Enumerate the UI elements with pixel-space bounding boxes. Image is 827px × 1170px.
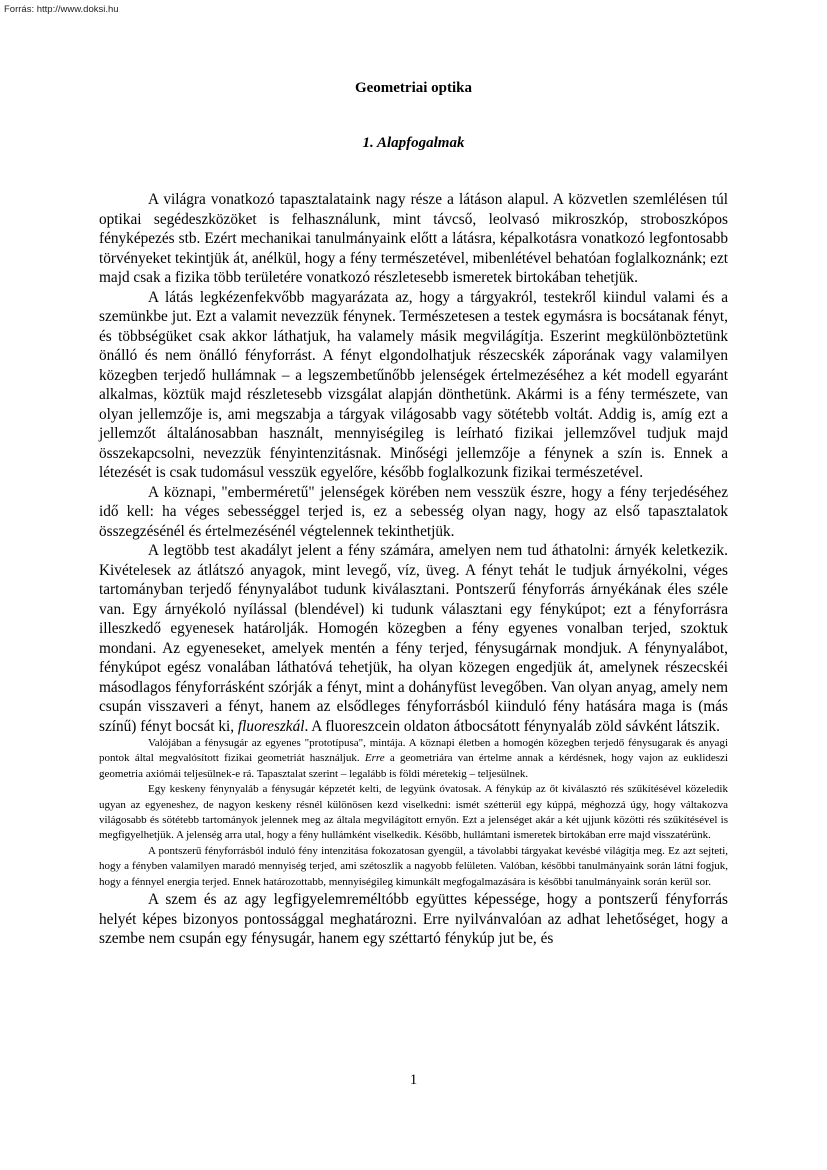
page-number: 1	[409, 1072, 418, 1088]
note-paragraph	[99, 736, 728, 782]
section-heading: 1. Alapfogalmak	[362, 135, 465, 151]
paragraph-text: A legtöbb test akadályt jelent a fény számára, amelyen nem tud áthatolni: árnyék keletkezik. Kivételesek az átlátszó anyagok, mint levegő, víz, üveg. A fényt tehát le tudjuk árnyékolni, véges tartományban terjedő fénynyalábot tudunk kiválasztani. Pontszerű fényforrás árnyékának éles széle van. Egy árnyékoló nyílással (blendével) ki tudunk választani egy fénykúpot; ezt a fényforrásra illeszkedő egyenesek határolják. Homogén közegben a fény egyenes vonalban terjed, szoktuk mondani. Az egyeneseket, amelyek mentén a fény terjed, fénysugárnak mondjuk. A fénynyalábot, fénykúpot egész vonalában láthatóvá tehetjük, ha olyan közegen engedjük át, amelynek részecskéi másodlagos fényforrásként szórják a fényt, mint a dohányfüst levegőben. Van olyan anyag, amely nem csupán visszaveri a fényt, hanem az elsődleges fényforrásból kiinduló fény hatására maga is (más színű) fényt bocsát ki,	[99, 542, 728, 735]
note-text: a geometriára van értelme annak a kérdésnek, hogy vajon az euklideszi geometria axiómái teljesülnek-e rá. Tapasztalat szerint – legalább is földi méretekig – teljesülnek.	[99, 752, 728, 780]
emphasized-term: Erre	[364, 752, 385, 765]
body-paragraph	[99, 541, 728, 736]
page-title: Geometriai optika	[354, 80, 473, 96]
document-body	[99, 190, 728, 949]
source-label: Forrás: http://www.doksi.hu	[4, 4, 119, 15]
note-paragraph: Egy keskeny fénynyaláb a fénysugár képzetét kelti, de legyünk óvatosak. A fénykúp az őt kiválasztó rés szűkítésével közeledik ugyan az egyeneshez, de nagyon keskeny résnél különösen kezd viselkedni: ismét szétterül egy kúppá, méghozzá úgy, hogy váltakozva világosabb és sötétebb tartományok jelennek meg az általa megvilágított ernyőn. Ezt a jelenséget akár a két ujjunk közötti rés szűkítésével is megfigyelhetjük. A jelenség arra utal, hogy a fény hullámként viselkedik. Később, hullámtani ismeretek birtokában erre majd visszatérünk.	[99, 783, 728, 842]
paragraph-text: . A fluoreszcein oldaton átbocsátott fénynyaláb zöld sávként látszik.	[304, 717, 720, 735]
body-paragraph: A világra vonatkozó tapasztalataink nagy része a látáson alapul. A közvetlen szemlélésen túl optikai segédeszközöket is felhasználunk, mint távcső, leolvasó mikroszkóp, stroboszkópos fényképezés stb. Ezért mechanikai tanulmányaink előtt a látásra, képalkotásra vonatkozó legfontosabb törvényeket tekintjük át, anélkül, hogy a fény természetével, mibenlétével behatóan foglalkoznánk; ezt majd csak a fizika több területére vonatkozó részletesebb ismeretek birtokában tehetjük.	[99, 191, 728, 286]
note-paragraph: A pontszerű fényforrásból induló fény intenzitása fokozatosan gyengül, a távolabbi tárgyakat kevésbé világítja meg. Ez azt sejteti, hogy a fényben valamilyen maradó mennyiség terjed, ami szétoszlik a nagyobb felületen. Valóban, későbbi tanulmányaink során látni fogjuk, hogy a fénnyel energia terjed. Ennek határozottabb, mennyiségileg kimunkált megfogalmazására is későbbi tanulmányaink során kerül sor.	[99, 844, 728, 888]
body-paragraph: A szem és az agy legfigyelemreméltóbb együttes képessége, hogy a pontszerű fényforrás helyét képes bizonyos pontossággal meghatározni. Erre nyilvánvalóan az adhat lehetőséget, hogy a szembe nem csupán egy fénysugár, hanem egy széttartó fénykúp jut be, és	[99, 891, 728, 948]
note-text: Valójában a fénysugár az egyenes "prototípusa", mintája. A köznapi életben a homogén közegben terjedő fénysugarak és anyagi pontok által megvalósított fizikai geometriát használjuk.	[99, 737, 728, 765]
body-paragraph: A köznapi, "emberméretű" jelenségek körében nem vesszük észre, hogy a fény terjedéséhez idő kell: ha véges sebességgel terjed is, ez a sebesség olyan nagy, hogy az első tapasztalatok összegzésénél és értelmezésénél végtelennek tekinthetjük.	[99, 483, 728, 540]
body-paragraph: A látás legkézenfekvőbb magyarázata az, hogy a tárgyakról, testekről kiindul valami és a szemünkbe jut. Ezt a valamit nevezzük fénynek. Természetesen a testek egymásra is bocsátanak fényt, és többségüket csak akkor láthatjuk, ha valamely másik megvilágítja. Eszerint megkülönböztetünk önálló és nem önálló fényforrást. A fényt elgondolhatjuk részecskék záporának vagy valamilyen közegben terjedő hullámnak – a legszembetűnőbb jelenségek értelmezéséhez a két modell egyaránt alkalmas, köztük majd részletesebb vizsgálat alapján dönthetünk. Akármi is a fény természete, van olyan jellemzője is, ami megszabja a tárgyak világosabb vagy sötétebb voltát. Addig is, amíg ezt a jellemzőt általánosabban használt, mennyiségileg is leírható fizikai jellemzővel tudjuk majd összekapcsolni, nevezzük fényintenzitásnak. Minőségi jellemzője a fénynek a szín is. Ennek a létezését is csak tudomásul vesszük egyelőre, később foglalkozunk fizikai természetével.	[99, 288, 728, 481]
emphasized-term: fluoreszkál	[237, 717, 305, 735]
